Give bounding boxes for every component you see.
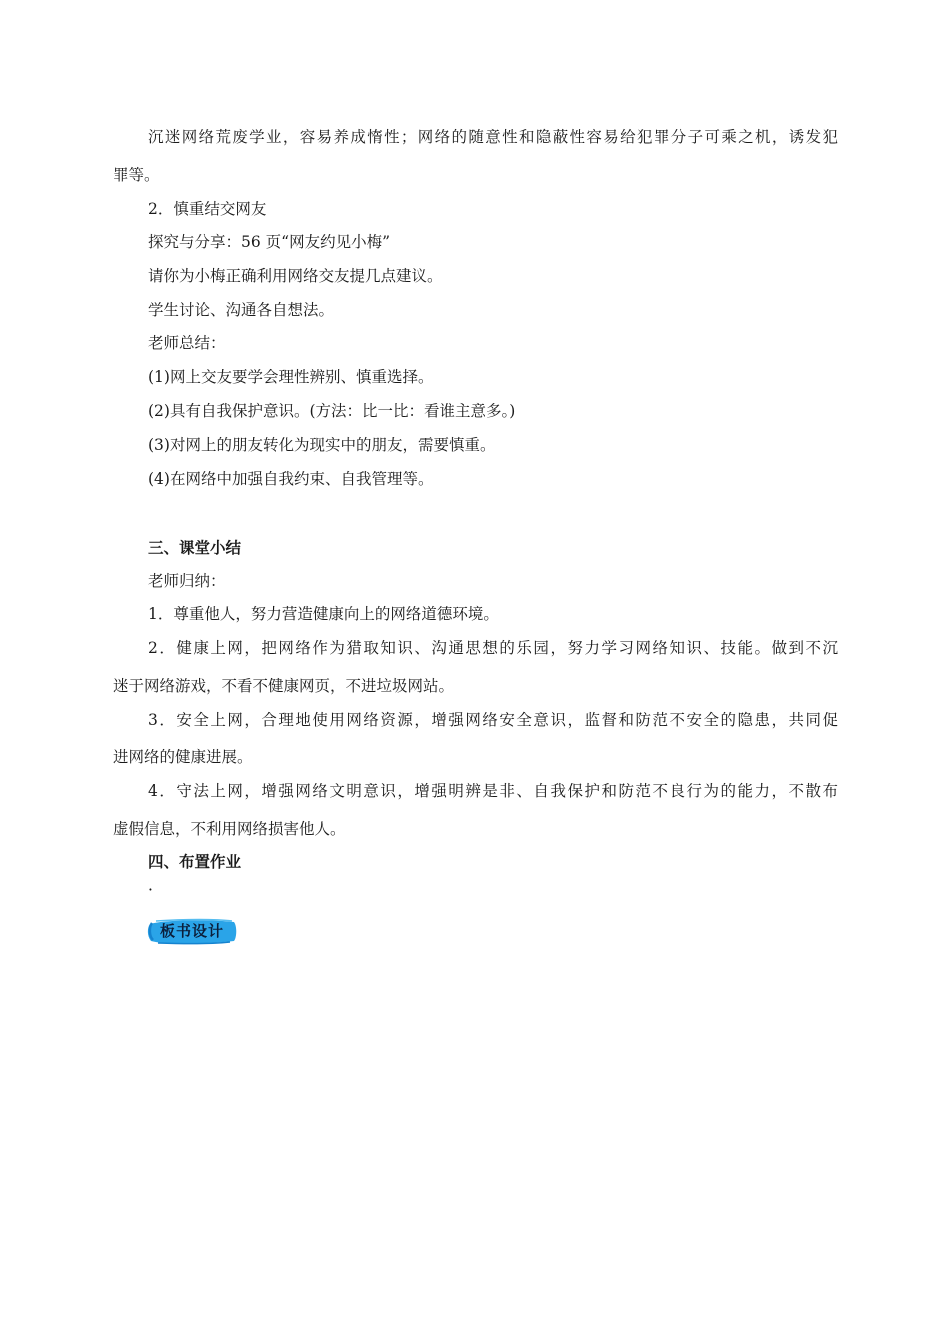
question-line: 请你为小梅正确利用网络交友提几点建议。 — [148, 267, 443, 285]
bullet-dot: · — [148, 881, 153, 899]
conclusion-item: 4．守法上网，增强网络文明意识，增强明辨是非、自我保护和防范不良行为的能力，不散布 — [148, 782, 838, 800]
section-heading-class-summary: 三、课堂小结 — [148, 538, 242, 557]
paragraph-line: 罪等。 — [113, 166, 160, 184]
discussion-line: 学生讨论、沟通各自想法。 — [148, 301, 335, 319]
teacher-induce-label: 老师归纳： — [148, 572, 226, 590]
paragraph-line: 沉迷网络荒废学业，容易养成惰性；网络的随意性和隐蔽性容易给犯罪分子可乘之机，诱发犯 — [148, 128, 838, 146]
section-heading-homework: 四、布置作业 — [148, 852, 242, 871]
board-design-label: 板书设计 — [159, 922, 224, 940]
summary-item: (4)在网络中加强自我约束、自我管理等。 — [148, 470, 434, 488]
conclusion-item-continued: 进网络的健康进展。 — [113, 748, 253, 766]
teacher-summary-label: 老师总结： — [148, 334, 226, 352]
summary-item: (2)具有自我保护意识。(方法：比一比：看谁主意多。) — [148, 402, 516, 420]
subheading-careful-friends: 2．慎重结交网友 — [148, 200, 267, 218]
summary-item: (1)网上交友要学会理性辨别、慎重选择。 — [148, 368, 434, 386]
summary-item: (3)对网上的朋友转化为现实中的朋友，需要慎重。 — [148, 436, 496, 454]
conclusion-item-continued: 虚假信息，不利用网络损害他人。 — [113, 820, 346, 838]
explore-share-line: 探究与分享：56 页“网友约见小梅” — [148, 233, 390, 251]
conclusion-item: 1．尊重他人，努力营造健康向上的网络道德环境。 — [148, 605, 499, 623]
board-design-badge — [146, 918, 238, 945]
conclusion-item: 2．健康上网，把网络作为猎取知识、沟通思想的乐园，努力学习网络知识、技能。做到不沉 — [148, 639, 838, 657]
conclusion-item: 3．安全上网，合理地使用网络资源，增强网络安全意识，监督和防范不安全的隐患，共同促 — [148, 711, 838, 729]
conclusion-item-continued: 迷于网络游戏，不看不健康网页，不进垃圾网站。 — [113, 677, 455, 695]
